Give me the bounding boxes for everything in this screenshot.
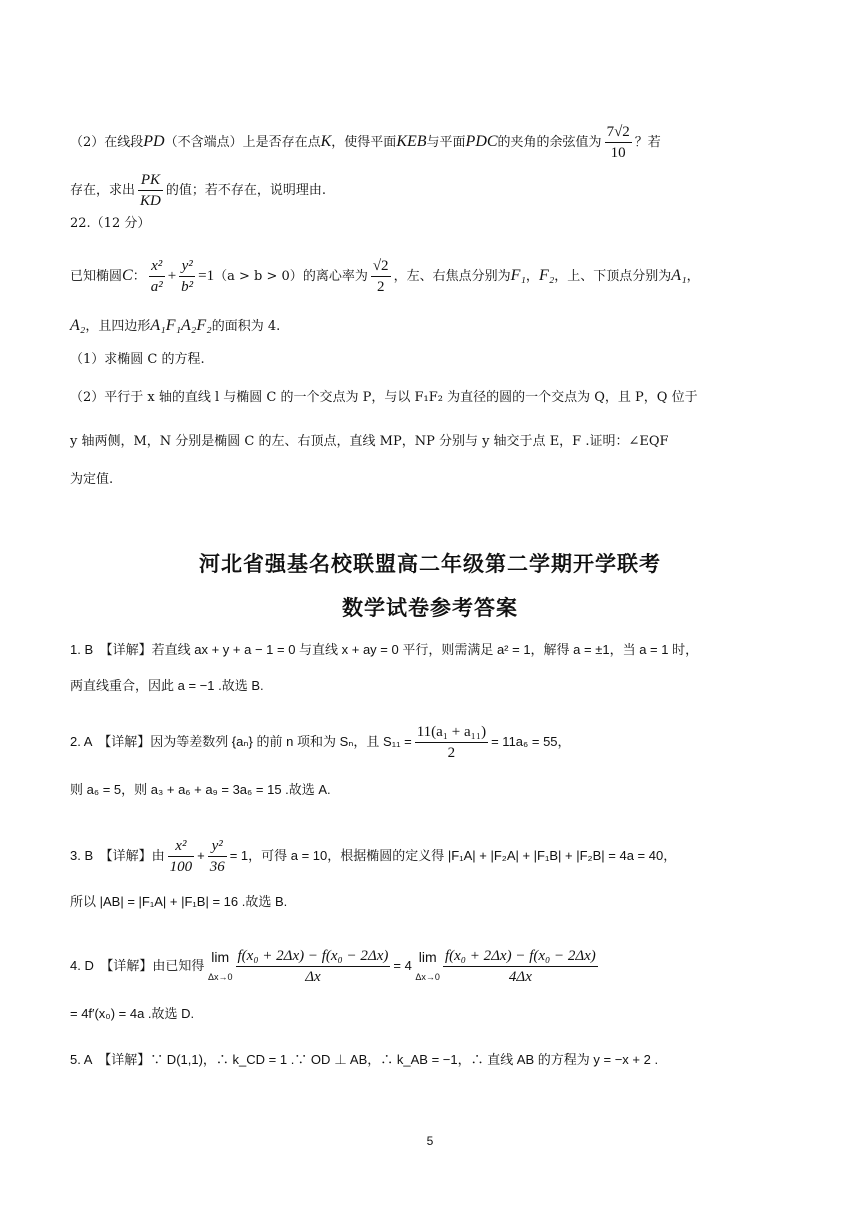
text: 存在，求出 bbox=[70, 183, 136, 198]
equation-rest: =1 bbox=[198, 268, 215, 284]
segment-pd: PD bbox=[143, 133, 165, 150]
answer-1-line2: 两直线重合，因此 a = −1 .故选 B. bbox=[70, 678, 264, 693]
text: 3. B 【详解】由 bbox=[70, 847, 165, 863]
text: 与平面 bbox=[426, 135, 466, 150]
fraction-numerator: f(x₀ + 2Δx) − f(x₀ − 2Δx) bbox=[236, 946, 391, 967]
x-fraction bbox=[168, 836, 195, 877]
q22-part2-line3: 为定值. bbox=[70, 472, 114, 487]
text: 2. A 【详解】因为等差数列 {aₙ} 的前 n 项和为 Sₙ，且 S₁₁ = bbox=[70, 733, 412, 749]
fraction-denominator: 2 bbox=[447, 745, 456, 761]
fraction-denominator: b² bbox=[181, 279, 194, 295]
limit-2 bbox=[415, 947, 440, 987]
x-fraction bbox=[149, 256, 165, 297]
eccentricity-fraction bbox=[371, 256, 391, 297]
fraction-denominator: a² bbox=[150, 279, 163, 295]
q22-intro-line2 bbox=[70, 316, 820, 337]
fraction-denominator: 4Δx bbox=[508, 969, 532, 985]
fraction-numerator: 7√2 bbox=[605, 122, 632, 143]
text: = 11a₆ = 55， bbox=[491, 733, 571, 749]
text: = 1，可得 a = 10，根据椭圆的定义得 |F₁A| + |F₂A| + |F₁B| + |F₂B| = 4a = 40， bbox=[229, 847, 677, 863]
page-number: 5 bbox=[426, 1134, 434, 1148]
answer-3-line2: 所以 |AB| = |F₁A| + |F₁B| = 16 .故选 B. bbox=[70, 894, 288, 909]
fraction-numerator: PK bbox=[138, 170, 163, 191]
text: 的值；若不存在，说明理由. bbox=[165, 183, 326, 198]
text: ，使得平面 bbox=[331, 135, 397, 150]
fraction-denominator: 100 bbox=[169, 859, 193, 875]
fraction-numerator: x² bbox=[168, 836, 195, 857]
text: ，左、右焦点分别为 bbox=[393, 269, 511, 284]
answer-5: 5. A 【详解】∵ D(1,1)，∴ k_CD = 1 .∵ OD ⊥ AB，∴ k_AB = −1，∴ 直线 AB 的方程为 y = −x + 2 . bbox=[70, 1052, 659, 1067]
answer-4-line1 bbox=[70, 946, 820, 987]
focus-f1: F₁ bbox=[510, 267, 526, 284]
difference-fraction-2 bbox=[443, 946, 598, 987]
limit-1 bbox=[208, 947, 233, 987]
lim: lim bbox=[211, 948, 230, 965]
fraction-denominator: KD bbox=[140, 193, 161, 209]
text: ，且四边形 bbox=[85, 319, 151, 334]
condition: （a > b > 0） bbox=[214, 269, 303, 284]
text: （不含端点）上是否存在点 bbox=[164, 135, 321, 150]
text: ，上、下顶点分别为 bbox=[554, 269, 672, 284]
vertex-a1: A₁ bbox=[671, 267, 687, 284]
fraction-denominator: 2 bbox=[376, 279, 385, 295]
q22-part2-line1: （2）平行于 x 轴的直线 l 与椭圆 C 的一个交点为 P，与以 F₁F₂ 为直径的圆的一个交点为 Q，且 P，Q 位于 bbox=[70, 390, 698, 405]
fraction-denominator: 10 bbox=[610, 145, 626, 161]
answer-3-line1: 3. B 【详解】由 $\frac{\text{x²}}{100}$ + $\frac{\text{y²}}{36}$ = 1，可得 a = 10，根据椭圆的定义得 |F₁A| + |F₂A| + |F₁B| + |F₂B| = 4a = 40， bbox=[70, 838, 677, 875]
q22-part1: （1）求椭圆 C 的方程. bbox=[70, 352, 205, 367]
lim-sub: Δx→0 bbox=[415, 971, 440, 982]
fraction-numerator: y² bbox=[208, 836, 227, 857]
plane-keb: KEB bbox=[396, 133, 427, 150]
q22-part2-line2: y 轴两侧，M，N 分别是椭圆 C 的左、右顶点，直线 MP，NP 分别与 y 轴交于点 E，F .证明：∠EQF bbox=[70, 434, 669, 449]
q22-header: 22.（12 分） bbox=[70, 216, 151, 231]
text: 的夹角的余弦值为 bbox=[497, 135, 602, 150]
focus-f2: F₂ bbox=[538, 267, 555, 284]
quadrilateral: A₁F₁A₂F₂ bbox=[150, 317, 212, 334]
difference-fraction-1 bbox=[236, 946, 391, 987]
answer-1-line1: 1. B 【详解】若直线 ax + y + a − 1 = 0 与直线 x + ay = 0 平行，则需满足 a² = 1，解得 a = ±1，当 a = 1 时， bbox=[70, 642, 699, 657]
fraction-numerator: x² bbox=[149, 256, 165, 277]
text: （2）在线段 bbox=[70, 135, 144, 150]
ratio-fraction bbox=[138, 170, 163, 211]
text: ： bbox=[132, 269, 146, 284]
answer-2-line1 bbox=[70, 722, 820, 763]
vertex-a2: A₂ bbox=[70, 317, 86, 334]
fraction-numerator: f(x₀ + 2Δx) − f(x₀ − 2Δx) bbox=[443, 946, 598, 967]
text: 的面积为 4. bbox=[211, 319, 281, 334]
answer-4-line2: = 4f′(x₀) = 4a .故选 D. bbox=[70, 1006, 195, 1021]
text: 已知椭圆 bbox=[70, 269, 123, 284]
q21-part2-line2 bbox=[70, 170, 820, 211]
text: ？若 bbox=[634, 135, 661, 150]
sum-fraction bbox=[415, 722, 488, 763]
y-fraction bbox=[179, 256, 195, 297]
point-k: K bbox=[320, 133, 332, 150]
answer-subtitle: 数学试卷参考答案 bbox=[342, 596, 518, 620]
ellipse-c: C bbox=[122, 267, 133, 284]
fraction-numerator: 11(a₁ + a₁₁) bbox=[415, 722, 488, 743]
fraction-denominator: 36 bbox=[209, 859, 225, 875]
answer-title: 河北省强基名校联盟高二年级第二学期开学联考 bbox=[199, 552, 661, 576]
answer-2-line2: 则 a₆ = 5，则 a₃ + a₆ + a₉ = 3a₆ = 15 .故选 A. bbox=[70, 782, 331, 797]
lim-sub: Δx→0 bbox=[207, 971, 233, 982]
lim: lim bbox=[418, 948, 437, 965]
fraction-numerator: √2 bbox=[371, 256, 391, 277]
fraction-denominator: Δx bbox=[305, 969, 321, 985]
fraction-numerator: y² bbox=[179, 256, 195, 277]
y-fraction bbox=[208, 836, 227, 877]
text: 的离心率为 bbox=[302, 269, 368, 284]
q21-part2-line1 bbox=[70, 122, 820, 163]
text: 4. D 【详解】由已知得 bbox=[70, 957, 205, 973]
cosine-fraction bbox=[605, 122, 632, 163]
plane-pdc: PDC bbox=[465, 133, 498, 150]
q22-intro-line1: 已知椭圆C： $\frac{\text{x²}}{\text{a²}}$ + $\frac{\text{y²}}{\text{b²}}$ =1（a > b > 0）的离心率为 $\frac{√2}{2}$ ，左、右焦点分别为F₁，F₂，上、下顶点分别为A₁， bbox=[70, 258, 700, 295]
text: = 4 bbox=[393, 957, 412, 973]
